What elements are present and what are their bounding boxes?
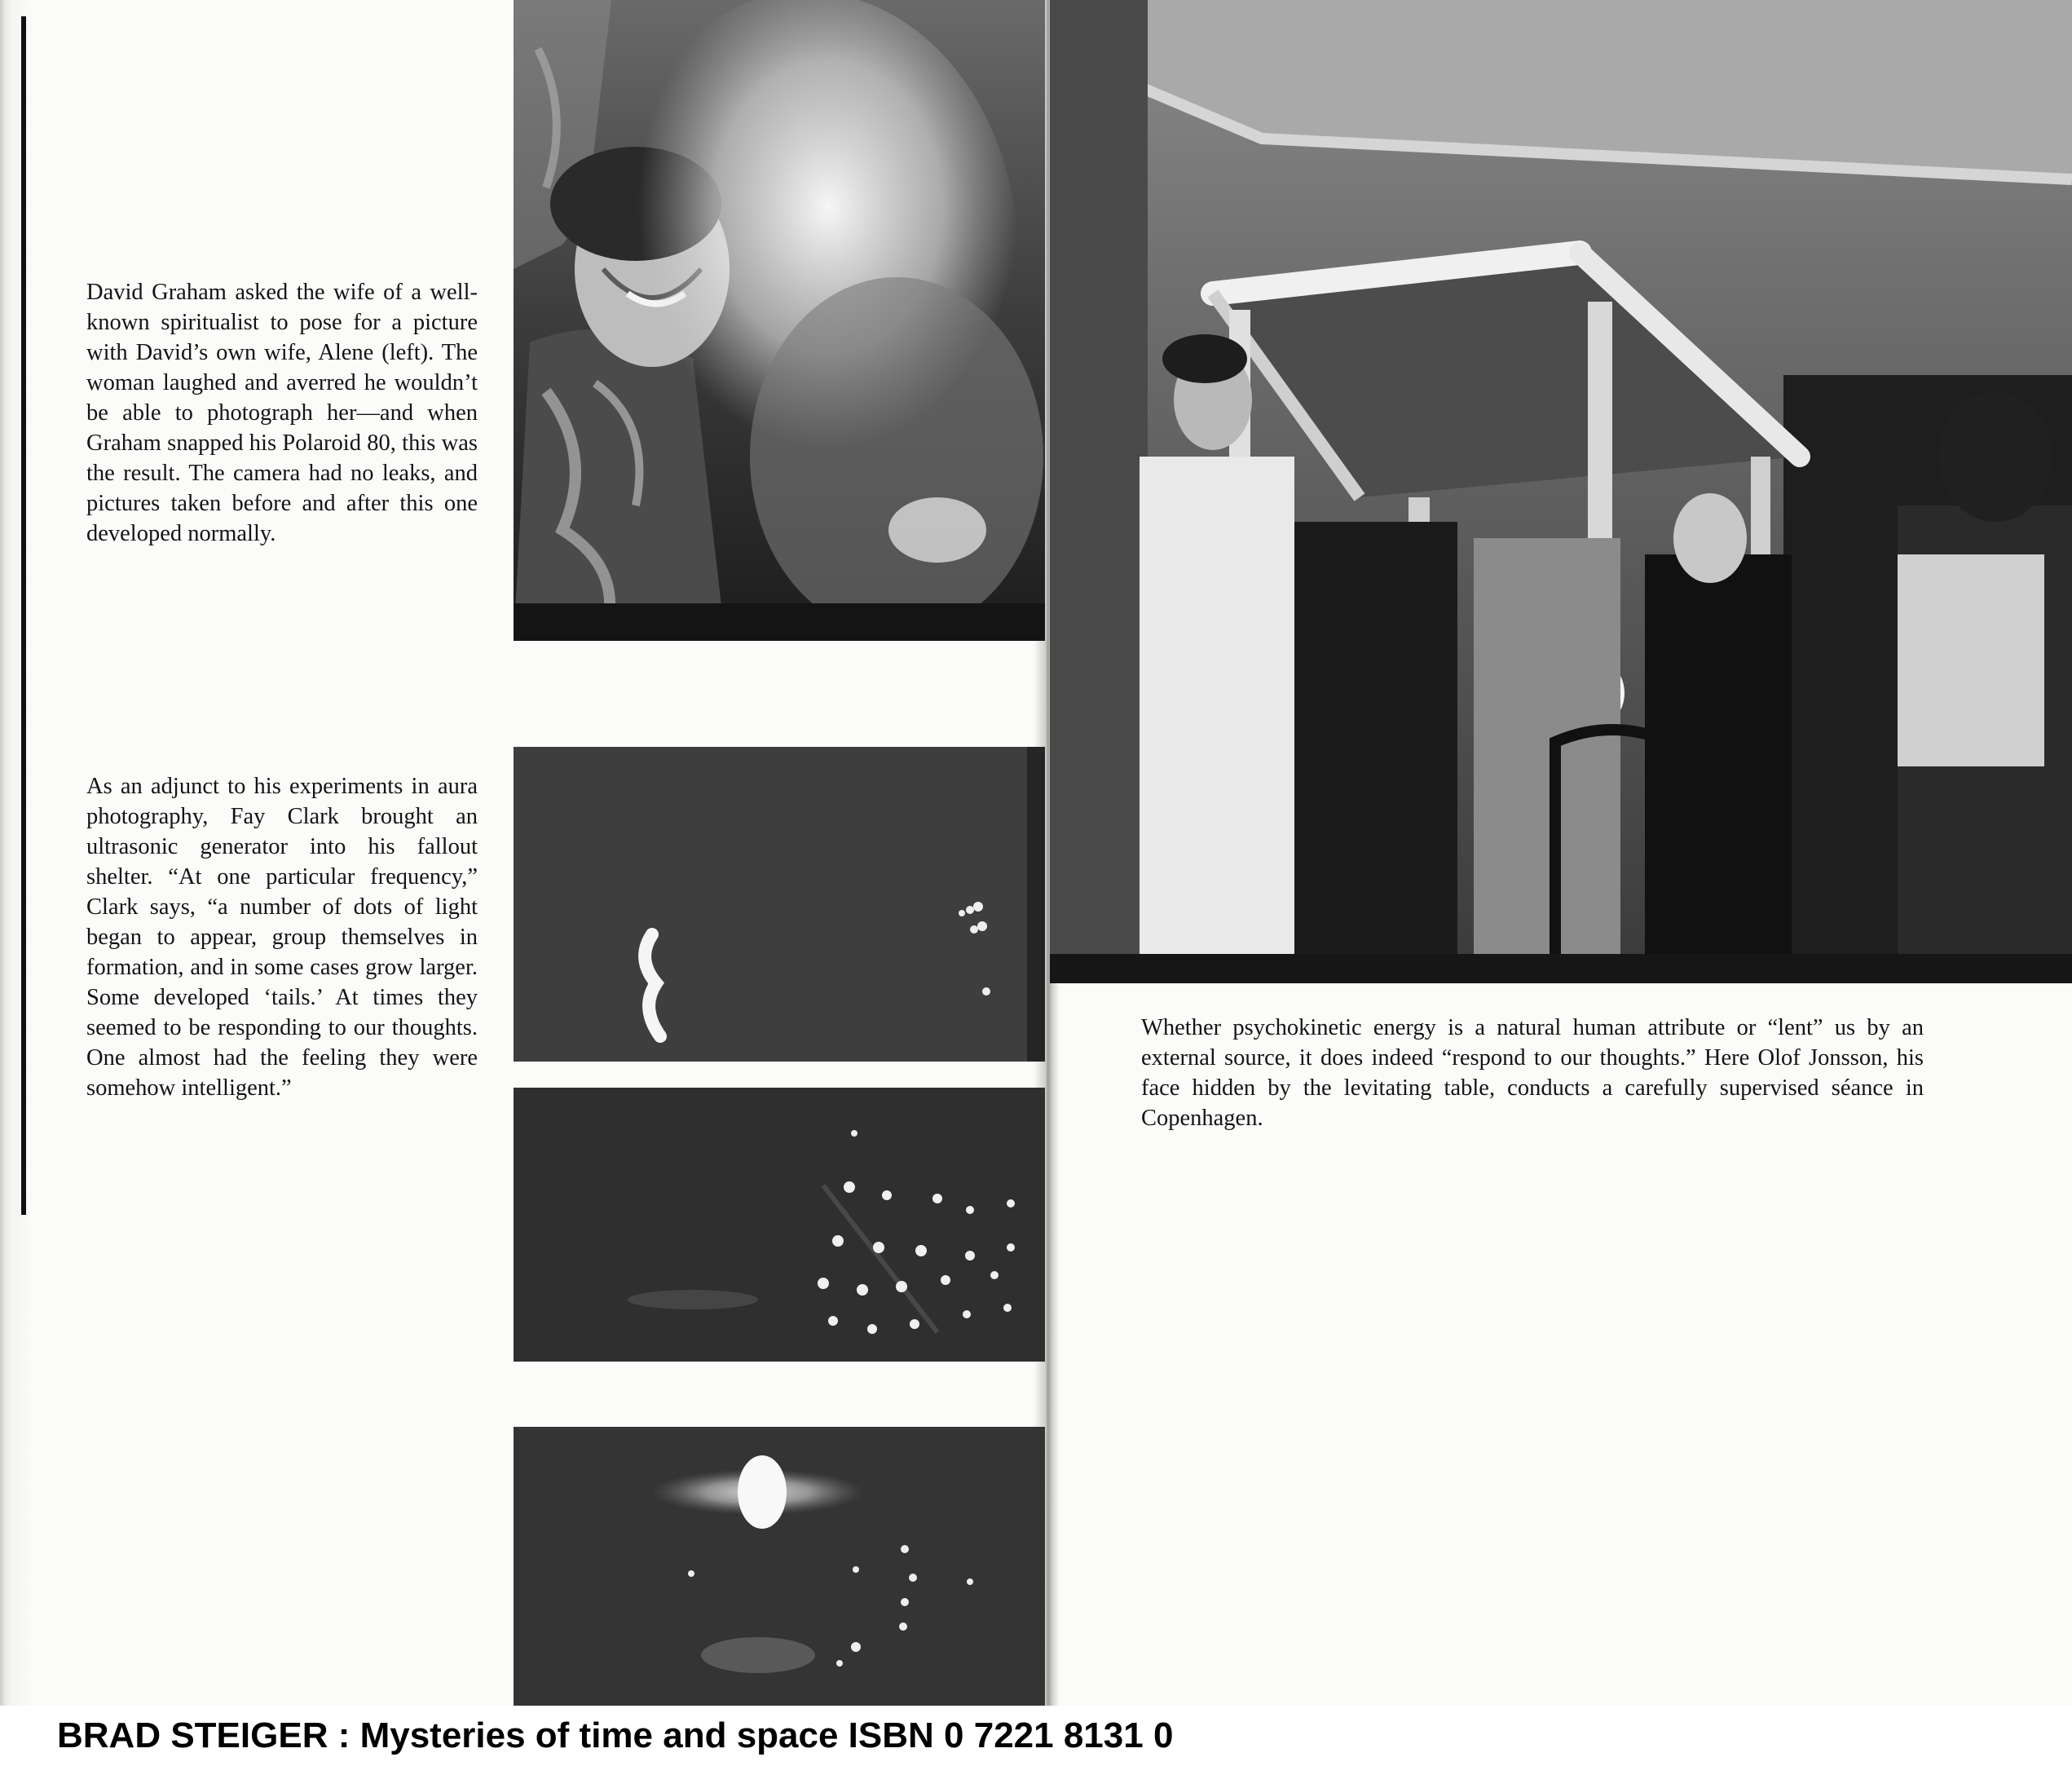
page-edge-shadow <box>0 0 34 1706</box>
photo-graham-polaroid <box>514 0 1045 641</box>
footer-bar <box>0 1706 2072 1766</box>
photo-light-dots-1 <box>514 747 1045 1062</box>
caption-clark: As an adjunct to his experiments in aura photography, Fay Clark brought an ultrasonic generator into his fallout shelter. “At one particular frequency,” Clark says, “a number of dots of light began to appear, group themselves in formation, and in some cases grow larger. Some developed ‘tails.’ At times they seemed to be responding to our thoughts. One almost had the feeling they were somehow intelligent.” <box>86 774 478 1101</box>
photo-light-dots-3 <box>514 1427 1045 1706</box>
book-citation: BRAD STEIGER : Mysteries of time and space ISBN 0 7221 8131 0 <box>57 1715 1174 1755</box>
photo-levitating-table <box>1050 0 2072 983</box>
photo-light-dots-2 <box>514 1088 1045 1362</box>
page-edge-line <box>21 16 26 1215</box>
caption-jonsson: Whether psychokinetic energy is a natural human attribute or “lent” us by an external source, it does indeed “respond to our thoughts.” Here Olof Jonsson, his face hidden by the levitating table, conducts a carefully supervised séance in Copenhagen. <box>1141 1015 1924 1131</box>
caption-graham: David Graham asked the wife of a well-known spiritualist to pose for a picture with David’s own wife, Alene (left). The woman laughed and averred he wouldn’t be able to photograph her—and when Graham snapped his Polaroid 80, this was the result. The camera had no leaks, and pictures taken before and after this one developed normally. <box>86 280 478 546</box>
